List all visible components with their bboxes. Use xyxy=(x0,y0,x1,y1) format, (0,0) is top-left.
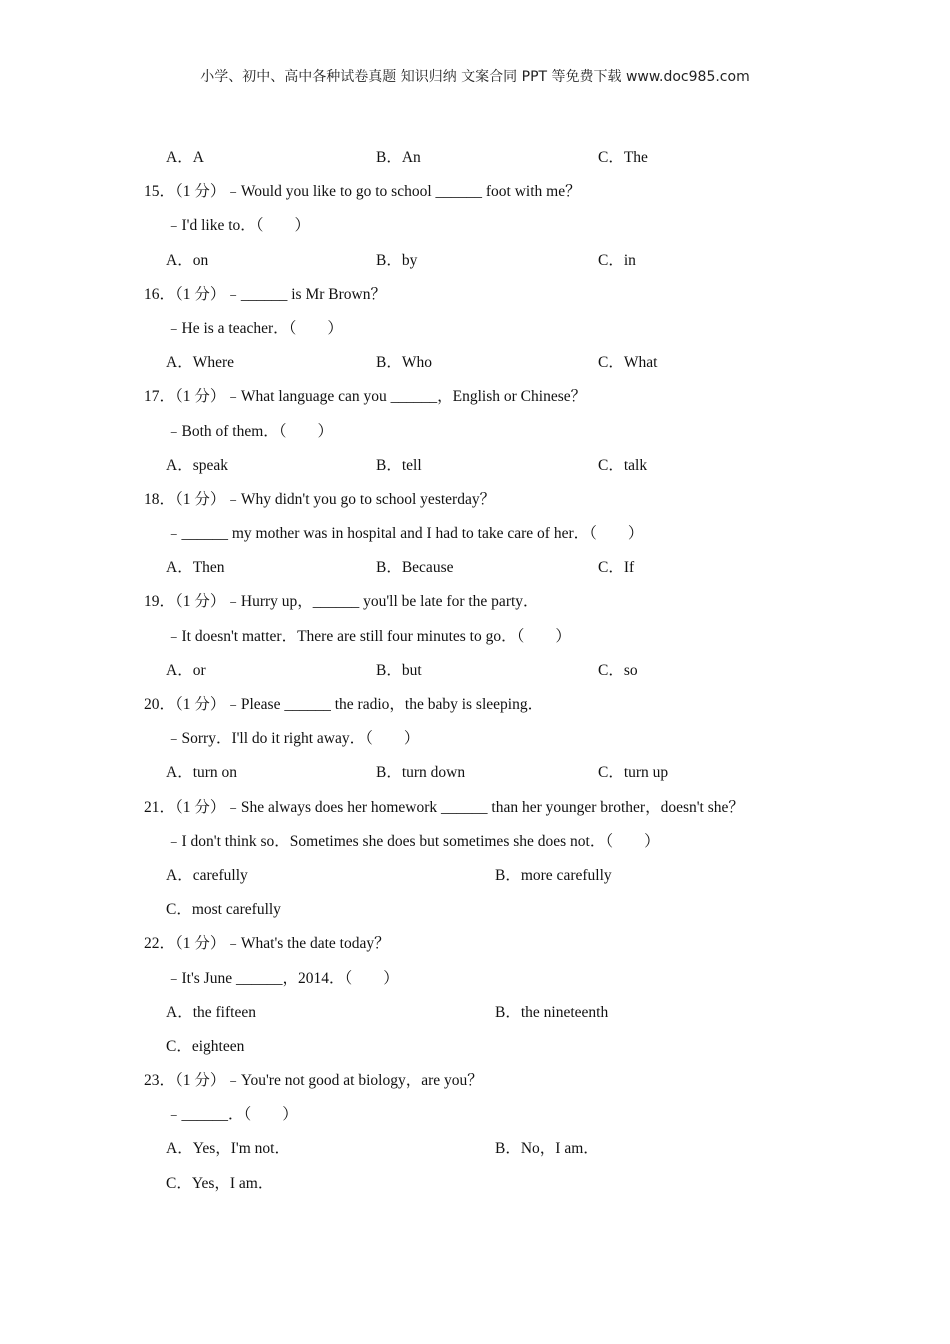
question-stem: 20．（1 分）﹣Please ______ the radio，the baby is sleeping． xyxy=(144,696,544,713)
option-a[interactable]: A．Then xyxy=(166,559,225,577)
option-b[interactable]: B．more carefully xyxy=(495,866,612,884)
question-stem: 15．（1 分）﹣Would you like to go to school ______ foot with me？ xyxy=(144,183,581,201)
question-answer-line: ﹣It's June ______，2014．（ ） xyxy=(166,969,399,987)
option-c[interactable]: C．in xyxy=(598,251,636,269)
q21-options-row2 xyxy=(0,893,950,927)
question-list xyxy=(0,141,950,1201)
q23-options-row1 xyxy=(0,1132,950,1166)
question-stem: 18．（1 分）﹣Why didn't you go to school yesterday？ xyxy=(144,490,496,508)
question-answer-line: ﹣______ my mother was in hospital and I had to take care of her．（ ） xyxy=(166,525,644,543)
question-answer-line: ﹣I'd like to．（ ） xyxy=(166,217,311,235)
option-a[interactable]: A．or xyxy=(166,661,206,679)
question-stem: 19．（1 分）﹣Hurry up，______ you'll be late for the party． xyxy=(144,593,539,611)
option-c[interactable]: C．Yes，I am． xyxy=(166,1174,274,1192)
option-b[interactable]: B．Because xyxy=(376,559,454,577)
q22-options-row2 xyxy=(0,1030,950,1064)
option-b[interactable]: B．Who xyxy=(376,354,432,372)
option-c[interactable]: C．The xyxy=(598,149,648,166)
q19-options xyxy=(0,654,950,688)
question-stem: 17．（1 分）﹣What language can you ______，English or Chinese？ xyxy=(144,388,587,406)
option-c[interactable]: C．turn up xyxy=(598,764,669,782)
question-answer-line: ﹣Both of them．（ ） xyxy=(166,422,334,440)
question-stem: 23．（1 分）﹣You're not good at biology，are you？ xyxy=(144,1072,483,1090)
q23-options-row2 xyxy=(0,1167,950,1201)
question-answer-line: ﹣I don't think so．Sometimes she does but sometimes she does not．（ ） xyxy=(166,832,660,850)
question-answer-line: ﹣Sorry．I'll do it right away．（ ） xyxy=(166,730,420,748)
question-stem: 21．（1 分）﹣She always does her homework ______ than her younger brother，doesn't she？ xyxy=(144,798,744,816)
option-c[interactable]: C．most carefully xyxy=(166,901,281,919)
q18-options xyxy=(0,551,950,585)
q14-options xyxy=(0,141,950,175)
q15-options xyxy=(0,244,950,278)
option-c[interactable]: C．talk xyxy=(598,456,648,474)
option-a[interactable]: A．Yes，I'm not． xyxy=(166,1140,290,1158)
question-answer-line: ﹣______．（ ） xyxy=(166,1106,298,1124)
q22-options-row1 xyxy=(0,996,950,1030)
option-b[interactable]: B．No，I am． xyxy=(495,1140,599,1158)
question-answer-line: ﹣It doesn't matter．There are still four minutes to go．（ ） xyxy=(166,627,571,645)
question-stem: 22．（1 分）﹣What's the date today？ xyxy=(144,935,390,953)
option-c[interactable]: C．so xyxy=(598,661,638,679)
question-answer-line: ﹣He is a teacher．（ ） xyxy=(166,319,343,337)
option-a[interactable]: A．speak xyxy=(166,456,228,474)
option-a[interactable]: A．A xyxy=(166,149,204,166)
option-b[interactable]: B．tell xyxy=(376,456,422,474)
question-stem: 16．（1 分）﹣______ is Mr Brown？ xyxy=(144,285,386,303)
option-a[interactable]: A．the fifteen xyxy=(166,1003,256,1021)
option-b[interactable]: B．the nineteenth xyxy=(495,1003,609,1021)
q21-options-row1 xyxy=(0,859,950,893)
option-a[interactable]: A．turn on xyxy=(166,764,238,782)
page-header: 小学、初中、高中各种试卷真题 知识归纳 文案合同 PPT 等免费下载 www.doc985.com xyxy=(200,69,750,85)
q17-options xyxy=(0,449,950,483)
option-a[interactable]: A．on xyxy=(166,251,209,269)
option-b[interactable]: B．by xyxy=(376,251,418,269)
option-a[interactable]: A．Where xyxy=(166,354,234,372)
option-b[interactable]: B．An xyxy=(376,149,421,166)
option-c[interactable]: C．What xyxy=(598,354,658,372)
option-c[interactable]: C．If xyxy=(598,559,635,577)
option-a[interactable]: A．carefully xyxy=(166,866,248,884)
q16-options xyxy=(0,346,950,380)
option-c[interactable]: C．eighteen xyxy=(166,1037,245,1055)
q20-options xyxy=(0,756,950,790)
option-b[interactable]: B．but xyxy=(376,661,422,679)
option-b[interactable]: B．turn down xyxy=(376,764,466,782)
